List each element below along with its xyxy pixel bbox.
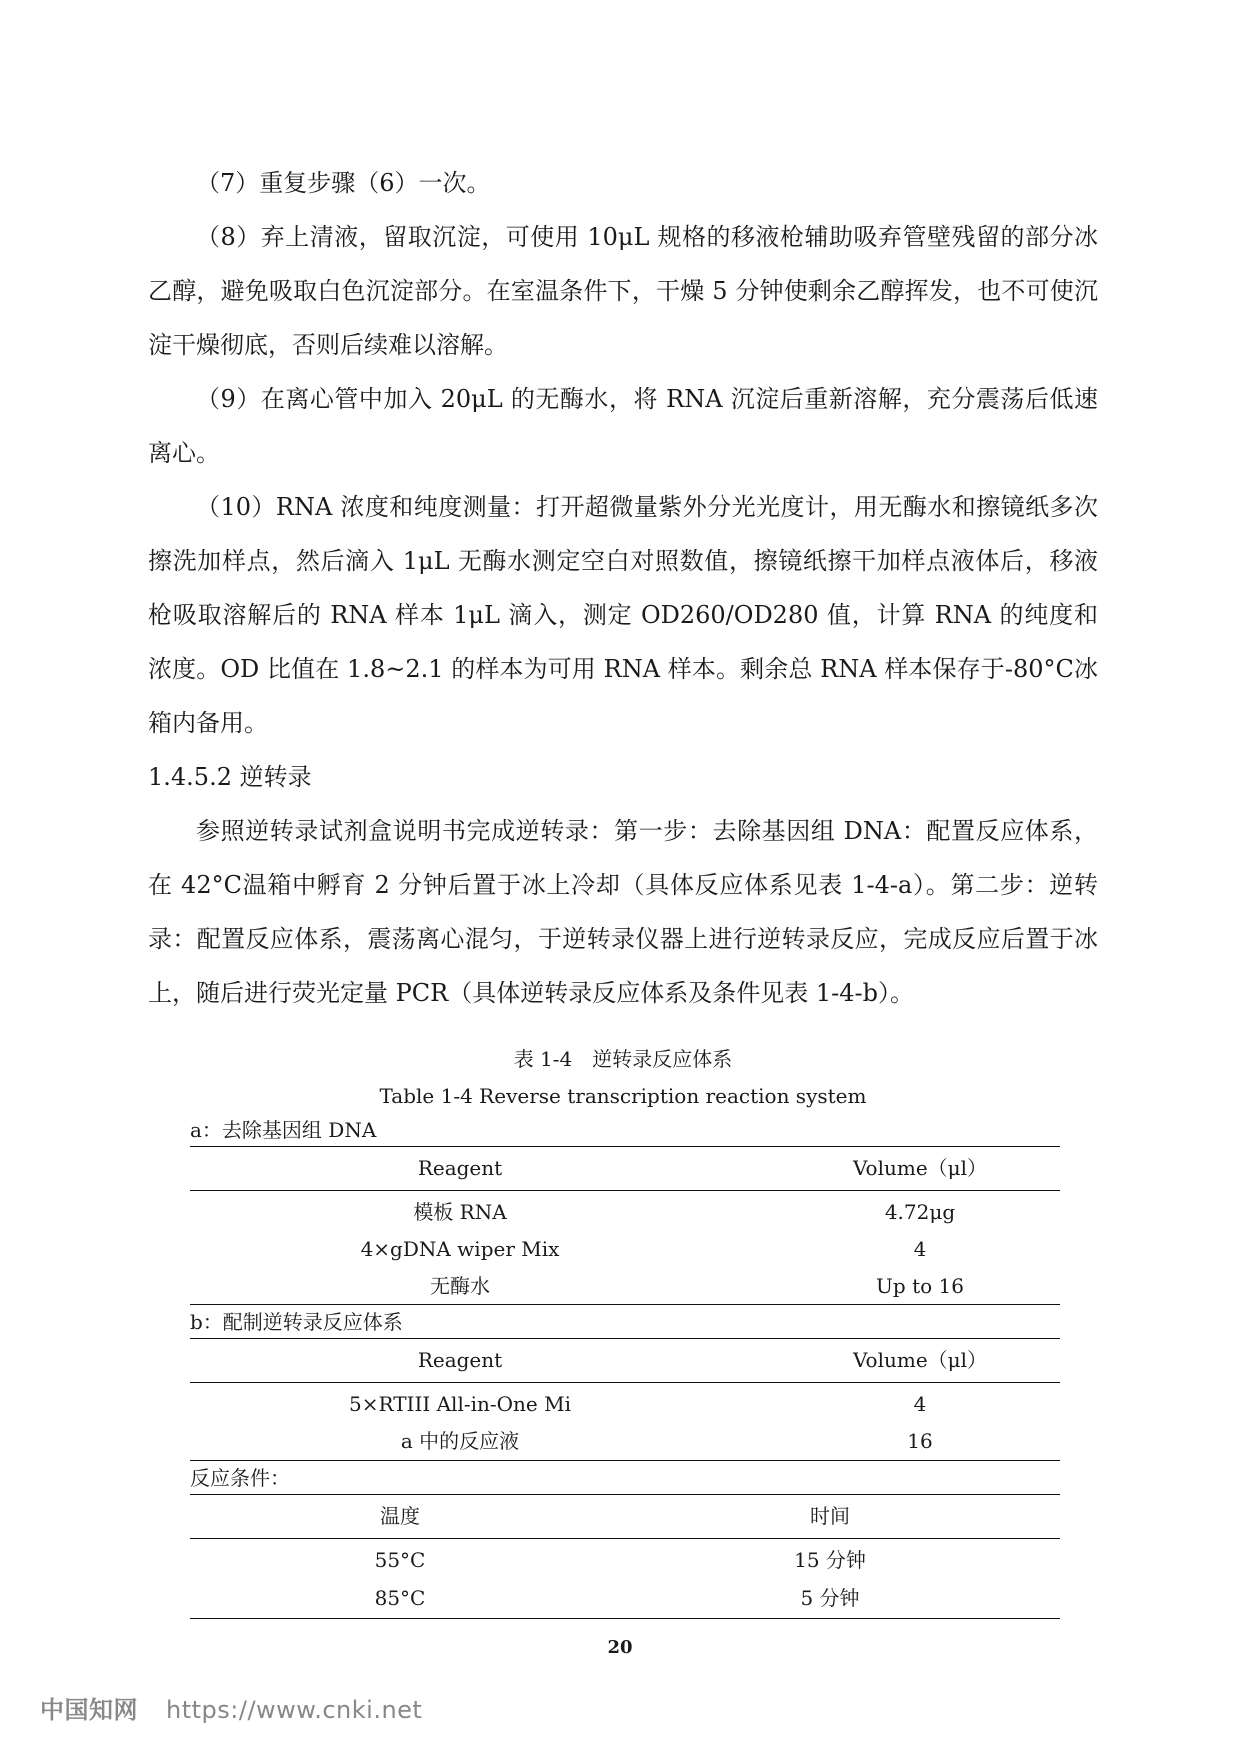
table-divider (190, 1494, 1060, 1495)
paragraph: 参照逆转录试剂盒说明书完成逆转录：第一步：去除基因组 DNA：配置反应体系，在 42°C温箱中孵育 2 分钟后置于冰上冷却（具体反应体系见表 1-4-a）。第二步：逆转录：配置反应体系，震荡离心混匀，于逆转录仪器上进行逆转录反应，完成反应后置于冰上，随后进行荧光定量 PCR（具体逆转录反应体系及条件见表 1-4-b）。 (148, 817, 1098, 1007)
footer-url[interactable]: https://www.cnki.net (166, 1696, 423, 1724)
table-header-rule (190, 1538, 1060, 1539)
body-text (148, 156, 1098, 1020)
table-header-temperature: 温度 (380, 1504, 420, 1528)
table-cell: 模板 RNA (413, 1200, 507, 1224)
table-cell: 无酶水 (430, 1274, 490, 1298)
table-divider (190, 1460, 1060, 1461)
table-header-rule (190, 1382, 1060, 1383)
table-cell: 4 (913, 1237, 927, 1261)
table-part-b-label: b：配制逆转录反应体系 (190, 1310, 403, 1334)
table-part-a-label: a：去除基因组 DNA (190, 1118, 377, 1142)
table-cell: 4 (913, 1392, 927, 1416)
table-header-time: 时间 (810, 1504, 850, 1528)
table-conditions-label: 反应条件： (190, 1466, 290, 1490)
table-cell: 5×RTIII All-in-One Mi (349, 1392, 571, 1416)
paragraph: （7）重复步骤（6）一次。 (196, 169, 491, 197)
table-header-volume: Volume（μl） (852, 1156, 988, 1180)
table-top-rule (190, 1146, 1060, 1147)
paragraph: （8）弃上清液，留取沉淀，可使用 10μL 规格的移液枪辅助吸弃管壁残留的部分冰乙醇，避免吸取白色沉淀部分。在室温条件下，干燥 5 分钟使剩余乙醇挥发，也不可使沉淀干燥彻底，否则后续难以溶解。 (148, 223, 1098, 359)
table-cell: a 中的反应液 (400, 1429, 520, 1453)
table-caption-en: Table 1-4 Reverse transcription reaction system (379, 1084, 867, 1108)
table-cell: 4×gDNA wiper Mix (360, 1237, 560, 1261)
table-divider (190, 1304, 1060, 1305)
footer-site-name: 中国知网 (40, 1696, 138, 1724)
table-bottom-rule (190, 1618, 1060, 1619)
table-header-volume: Volume（μl） (852, 1348, 988, 1372)
section-heading: 1.4.5.2 逆转录 (148, 763, 312, 791)
table-cell: 85°C (374, 1586, 426, 1610)
paragraph: （10）RNA 浓度和纯度测量：打开超微量紫外分光光度计，用无酶水和擦镜纸多次擦洗加样点，然后滴入 1μL 无酶水测定空白对照数值，擦镜纸擦干加样点液体后，移液枪吸取溶解后的 RNA 样本 1μL 滴入，测定 OD260/OD280 值，计算 RNA 的纯度和浓度。OD 比值在 1.8~2.1 的样本为可用 RNA 样本。剩余总 RNA 样本保存于-80°C冰箱内备用。 (148, 493, 1098, 737)
table-caption-cn: 表 1-4 逆转录反应体系 (513, 1047, 733, 1071)
footer-watermark (40, 1690, 422, 1725)
page-number: 20 (607, 1637, 633, 1658)
table-cell: 15 分钟 (794, 1548, 866, 1572)
table-divider (190, 1338, 1060, 1339)
paragraph: （9）在离心管中加入 20μL 的无酶水，将 RNA 沉淀后重新溶解，充分震荡后低速离心。 (148, 385, 1098, 467)
table-cell: 5 分钟 (800, 1586, 860, 1610)
table-header-reagent: Reagent (417, 1156, 503, 1180)
table-cell: 16 (907, 1429, 933, 1453)
table-header-reagent: Reagent (417, 1348, 503, 1372)
table-cell: Up to 16 (876, 1274, 964, 1298)
table-cell: 4.72μg (884, 1200, 956, 1224)
table-cell: 55°C (374, 1548, 426, 1572)
table-header-rule (190, 1190, 1060, 1191)
